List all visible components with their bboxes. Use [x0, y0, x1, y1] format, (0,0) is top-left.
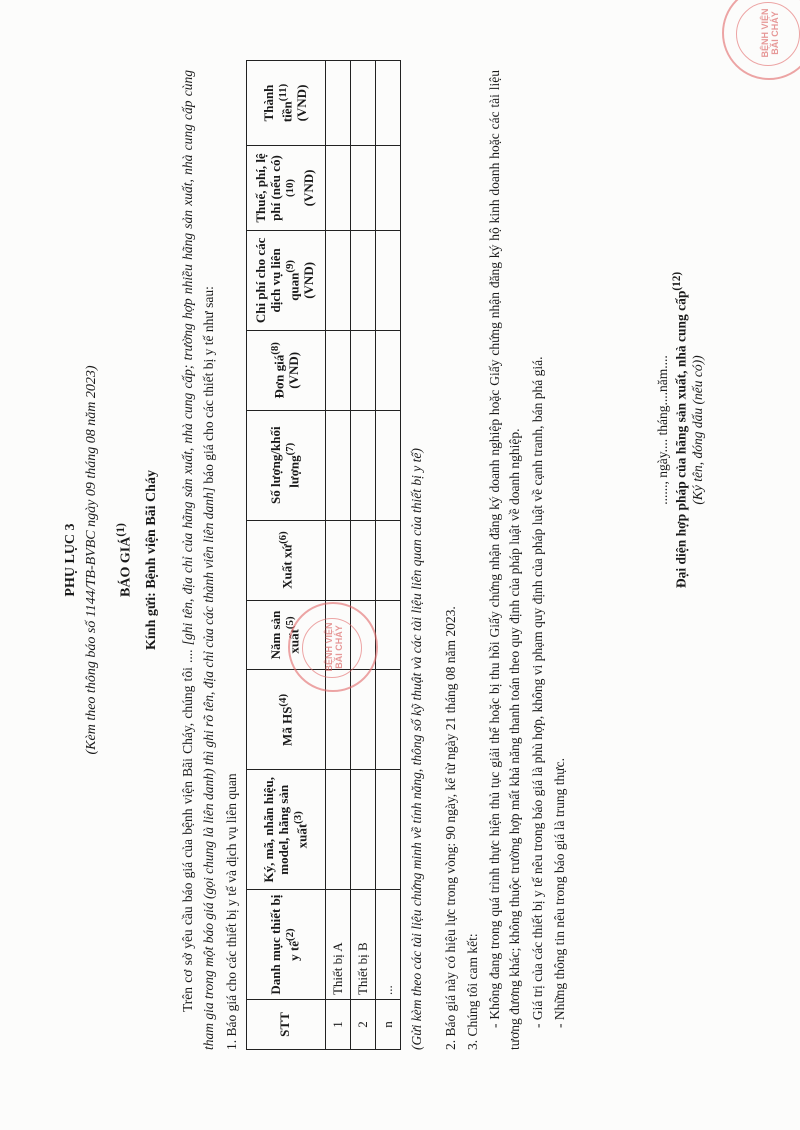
header-unit-price: Đơn giá$^{(8)}$ (VND) [246, 330, 325, 410]
document-title: BÁO GIÁ$^{(1)}$ [114, 523, 134, 597]
header-model-manufacturer: Ký, mã, nhãn hiệu, model, hãng sản xuất$^{(3)}$ [246, 770, 325, 890]
row-stt: 1 [325, 1000, 350, 1050]
recipient-line: Kính gửi: Bệnh viện Bãi Cháy [143, 470, 159, 650]
header-quantity: Số lượng/khối lượng$^{(7)}$ [246, 410, 325, 520]
header-tax-fee: Thuế, phí, lệ phí (nếu có)$^{(10)}$ (VND) [246, 146, 325, 231]
row-device-name: Thiết bị B [350, 890, 375, 1000]
signature-hint: (Ký tên, đóng dấu (nếu có)) [689, 355, 705, 505]
header-stt: STT [246, 1000, 325, 1050]
row-stt: 2 [350, 1000, 375, 1050]
table-row [350, 61, 375, 1050]
commitment-2: - Giá trị của các thiết bị y tế nêu trong báo giá là phù hợp, không vi phạm quy định của pháp luật về cạnh tranh, bán phá giá. [529, 356, 545, 1028]
document-body [20, 70, 572, 1050]
row-stt: n [375, 1000, 400, 1050]
quotation-table [246, 60, 401, 1050]
table-row [375, 61, 400, 1050]
header-device-list: Danh mục thiết bị y tế$^{(2)}$ [246, 890, 325, 1000]
hospital-stamp-corner: BỆNH VIỆN BÃI CHÁY [722, 0, 800, 80]
appendix-title: PHỤ LỤC 3 [63, 523, 78, 597]
hospital-stamp-center: BỆNH VIỆN BÃI CHÁY [288, 602, 378, 692]
header-total: Thành tiền$^{(11)}$ (VND) [246, 61, 325, 146]
row-device-name: ... [375, 890, 400, 1000]
table-header-row [246, 61, 325, 1050]
signature-date: ......, ngày.... tháng....năm.... [655, 355, 670, 505]
header-hs-code: Mã HS$^{(4)}$ [246, 670, 325, 770]
appendix-subtitle: (Kèm theo thông báo số 1144/TB-BVBC ngày 09 tháng 08 năm 2023) [84, 365, 99, 755]
header-origin: Xuất xứ$^{(6)}$ [246, 520, 325, 600]
signature-title: Đại diện hợp pháp của hãng sản xuất, nhà cung cấp$^{(12)}$ [671, 271, 689, 589]
intro-paragraph: Trên cơ sở yêu cầu báo giá của bệnh viện Bãi Cháy, chúng tôi .... [ghi tên, địa chỉ của hãng sản xuất, nhà cung cấp; trường hợp nhiều hãng sản xuất, nhà cung cấp cùng tham gia trong một báo giá (gọi chung là liên danh) thì ghi rõ tên, địa chỉ của các thành viên liên danh] báo giá cho các thiết bị y tế như sau: [179, 69, 216, 1050]
commitment-heading: 3. Chúng tôi cam kết: [464, 933, 480, 1050]
row-device-name: Thiết bị A [325, 890, 350, 1000]
attachment-note: (Gửi kèm theo các tài liệu chứng minh về tính năng, thông số kỹ thuật và các tài liệu liên quan của thiết bị y tế) [408, 448, 424, 1050]
section-1-heading: 1. Báo giá cho các thiết bị y tế và dịch vụ liên quan [223, 773, 239, 1050]
commitment-1: - Không đang trong quá trình thực hiện thủ tục giải thể hoặc bị thu hồi Giấy chứng nhận đăng ký doanh nghiệp hoặc Giấy chứng nhận đăng ký hộ kinh doanh hoặc các tài liệu tương đương khác; không thuộc trường hợp mất khả năng thanh toán theo quy định của pháp luật về doanh nghiệp. [487, 70, 523, 1050]
signature-block [655, 170, 706, 690]
table-row [325, 61, 350, 1050]
header-year: Năm sản xuất$^{(5)}$ [246, 600, 325, 670]
validity-line: 2. Báo giá này có hiệu lực trong vòng: 90 ngày, kể từ ngày 21 tháng 08 năm 2023. [442, 606, 458, 1050]
header-service-cost: Chi phí cho các dịch vụ liên quan$^{(9)}$ (VND) [246, 230, 325, 330]
commitment-3: - Những thông tin nêu trong báo giá là trung thực. [551, 758, 567, 1028]
